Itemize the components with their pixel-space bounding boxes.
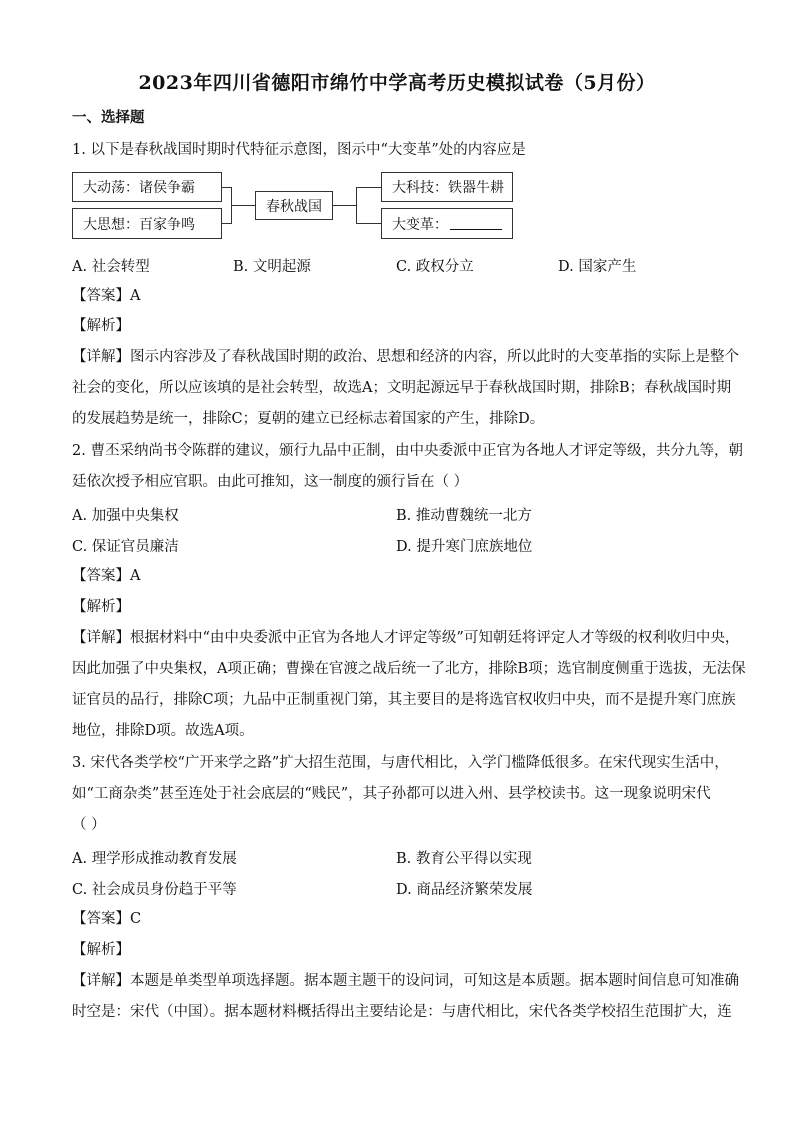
q3-answer: 【答案】C [72, 911, 142, 927]
question-3-stem: （ ） [72, 817, 106, 833]
answer-blank [450, 217, 502, 230]
diagram-box-left-top: 大动荡：诸侯争霸 [72, 172, 222, 202]
q2-option-d: D. 提升寒门庶族地位 [396, 539, 533, 555]
diagram-box-right-bottom [381, 208, 513, 239]
q3-option-a: A. 理学形成推动教育发展 [72, 851, 237, 867]
connector-line [356, 223, 381, 224]
q1-option-b: B. 文明起源 [233, 259, 311, 275]
q1-detail-line: 社会的变化，所以应该填的是社会转型，故选A；文明起源远早于春秋战国时期，排除B；春秋战国时期 [72, 380, 732, 396]
connector-line [333, 205, 357, 206]
q2-detail-line: 因此加强了中央集权，A项正确；曹操在官渡之战后统一了北方，排除B项；选官制度侧重于选拔，无法保 [72, 661, 746, 677]
connector-line [231, 205, 255, 206]
connector-line [356, 187, 381, 188]
diagram-box-left-bottom: 大思想：百家争鸣 [72, 208, 222, 239]
connector-line [356, 187, 357, 224]
q2-answer: 【答案】A [72, 568, 141, 584]
question-1-stem: 1. 以下是春秋战国时期时代特征示意图，图示中“大变革”处的内容应是 [72, 142, 526, 158]
q3-detail-line: 时空是：宋代（中国）。据本题材料概括得出主要结论是：与唐代相比，宋代各类学校招生范围扩大，连 [72, 1004, 732, 1020]
q2-option-c: C. 保证官员廉洁 [72, 539, 179, 555]
q3-option-b: B. 教育公平得以实现 [396, 851, 532, 867]
question-3-stem: 3. 宋代各类学校“广开来学之路”扩大招生范围，与唐代相比，入学门槛降低很多。在宋代现实生活中， [72, 755, 729, 771]
question-2-stem: 廷依次授予相应官职。由此可推知，这一制度的颁行旨在（ ） [72, 474, 469, 490]
q1-option-a: A. 社会转型 [72, 259, 150, 275]
q1-detail-line: 【详解】图示内容涉及了春秋战国时期的政治、思想和经济的内容，所以此时的大变革指的实际上是整个 [72, 349, 739, 365]
section-heading: 一、选择题 [72, 109, 145, 126]
q3-option-d: D. 商品经济繁荣发展 [396, 882, 533, 898]
q2-detail-line: 【详解】根据材料中“由中央委派中正官为各地人才评定等级”可知朝廷将评定人才等级的权利收归中央， [72, 630, 740, 646]
q1-answer: 【答案】A [72, 288, 141, 304]
q3-analysis-label: 【解析】 [72, 942, 130, 958]
q3-option-c: C. 社会成员身份趋于平等 [72, 882, 237, 898]
q3-detail-line: 【详解】本题是单类型单项选择题。据本题主题干的设问词，可知这是本质题。据本题时间信息可知准确 [72, 973, 739, 989]
q1-option-d: D. 国家产生 [558, 259, 637, 275]
diagram-box-center: 春秋战国 [255, 191, 333, 220]
question-2-stem: 2. 曹丕采纳尚书令陈群的建议，颁行九品中正制，由中央委派中正官为各地人才评定等级，共分九等，朝 [72, 443, 743, 459]
q2-analysis-label: 【解析】 [72, 599, 130, 615]
q1-analysis-label: 【解析】 [72, 318, 130, 334]
q1-option-c: C. 政权分立 [396, 259, 474, 275]
q2-option-a: A. 加强中央集权 [72, 508, 179, 524]
q2-detail-line: 证官员的品行，排除C项；九品中正制重视门第，其主要目的是将选官权收归中央，而不是提升寒门庶族 [72, 692, 736, 708]
q2-detail-line: 地位，排除D项。故选A项。 [72, 723, 254, 739]
page-title: 2023年四川省德阳市绵竹中学高考历史模拟试卷（5月份） [138, 72, 656, 94]
q1-detail-line: 的发展趋势是统一，排除C；夏朝的建立已经标志着国家的产生，排除D。 [72, 411, 545, 427]
diagram-box-right-top: 大科技：铁器牛耕 [381, 172, 513, 202]
question-3-stem: 如“工商杂类”甚至连处于社会底层的“贱民”，其子孙都可以进入州、县学校读书。这一现象说明宋代 [72, 786, 711, 802]
diagram-right-bottom-label: 大变革： [392, 216, 448, 233]
q2-option-b: B. 推动曹魏统一北方 [396, 508, 532, 524]
